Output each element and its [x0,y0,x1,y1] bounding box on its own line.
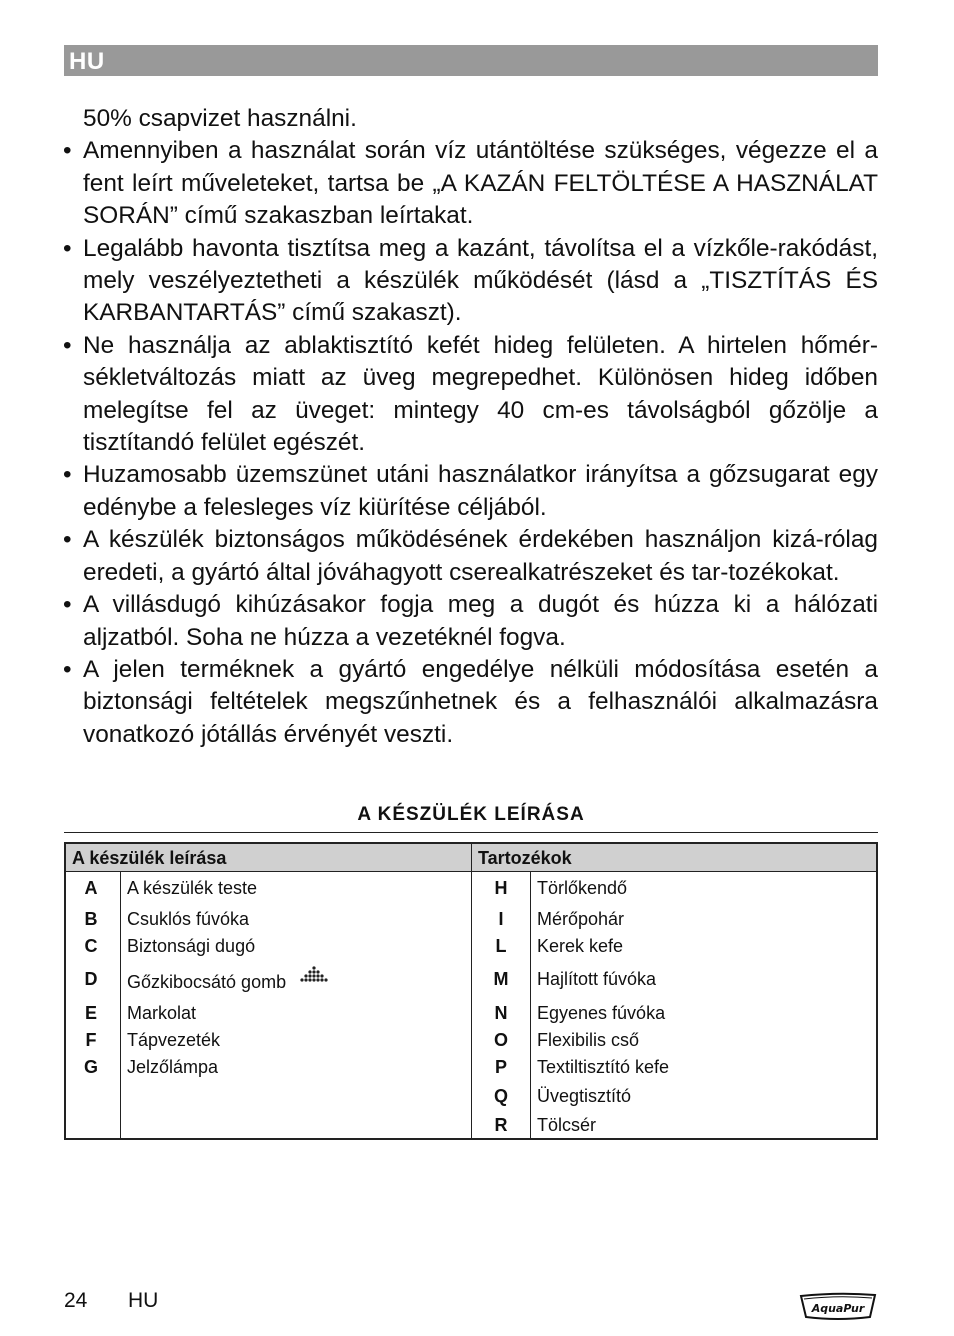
bullet-item: • Ne használja az ablaktisztító kefét hideg felületen. A hirtelen hőmér-sékletváltozás miatt az üveg megrepedhet. Különösen hideg időben melegítse fel az üveget: mintegy 40 cm-es távolságból gőzölje a tisztítandó felület egészét. [63,331,878,457]
column-divider [120,872,121,1138]
bullet-symbol: • [63,461,72,489]
accessory-letter: R [494,1115,508,1135]
body-text [63,103,878,751]
part-letter: G [83,1057,98,1077]
accessory-name: Tölcsér [537,1115,597,1135]
aquapur-logo [798,1290,878,1322]
bullet-symbol: • [63,655,72,683]
table-header-accessories: Tartozékok [472,844,876,872]
bullet-item: • Amennyiben a használat során víz utántöltése szükséges, végezze el a fent leírt műveleteket, tartsa be „A KAZÁN FELTÖLTÉSE A HASZNÁLAT SORÁN” című szakaszban leírtakat. [63,137,878,230]
part-name: Markolat [127,1003,197,1023]
part-name: Gőzkibocsátó gomb [127,972,287,992]
bullet-symbol: • [63,591,72,619]
bullet-symbol: • [63,234,72,262]
bullet-item: • Huzamosabb üzemszünet utáni használatkor irányítsa a gőzsugarat egy edénybe a felesleges víz kiürítése céljából. [63,461,878,521]
column-divider [530,872,531,1138]
bullet-item: • A villásdugó kihúzásakor fogja meg a dugót és húzza ki a hálózati aljzatból. Soha ne húzza a vezetéknél fogva. [63,591,878,651]
part-name: Tápvezeték [127,1030,221,1050]
accessory-letter: L [495,936,507,956]
part-name: Biztonsági dugó [127,936,256,956]
accessory-name: Flexibilis cső [537,1030,640,1050]
part-letter: E [84,1003,97,1023]
bullet-symbol: • [63,526,72,554]
part-name: Jelzőlámpa [127,1057,219,1077]
device-description-table [64,842,878,1140]
accessory-letter: I [498,909,504,929]
footer-language: HU [128,1289,159,1312]
section-title: A KÉSZÜLÉK LEÍRÁSA [357,804,585,825]
language-header-bar: HU [64,45,878,76]
accessory-name: Üvegtisztító [537,1086,632,1106]
intro-continuation: 50% csapvizet használni. [83,105,357,132]
accessory-letter: O [493,1030,508,1050]
accessory-letter: M [493,969,509,989]
column-divider [471,844,472,1138]
part-name: Csuklós fúvóka [127,909,250,929]
part-letter: F [85,1030,97,1050]
accessory-name: Egyenes fúvóka [537,1003,666,1023]
steam-button-icon [299,966,329,984]
accessory-letter: Q [493,1086,508,1106]
part-letter: B [84,909,98,929]
part-name: A készülék teste [127,878,258,898]
bullet-item: • A jelen terméknek a gyártó engedélye nélküli módosítása esetén a biztonsági feltételek megszűnhetnek és a felhasználói alkalmazásra vonatkozó jótállás érvényét veszti. [63,655,878,748]
bullet-item: • A készülék biztonságos működésének érdekében használjon kizá-rólag eredeti, a gyártó által jóváhagyott cserealkatrészeket és tar-tozékokat. [63,526,878,586]
accessory-letter: P [494,1057,507,1077]
part-letter: D [84,969,98,989]
accessory-letter: N [494,1003,508,1023]
accessory-name: Textiltisztító kefe [537,1057,670,1077]
accessory-letter: H [494,878,508,898]
part-name-with-icon [127,966,329,993]
bullet-symbol: • [63,137,72,165]
part-letter: C [84,936,98,956]
accessory-name: Hajlított fúvóka [537,969,657,989]
bullet-item: • Legalább havonta tisztítsa meg a kazánt, távolítsa el a vízkőle-rakódást, mely veszélyeztetheti a készülék működését (lásd a „TISZTÍTÁS ÉS KARBANTARTÁS” című szakaszt). [63,234,878,327]
accessory-name: Törlőkendő [537,878,628,898]
accessory-name: Mérőpohár [537,909,625,929]
bullet-symbol: • [63,331,72,359]
accessory-name: Kerek kefe [537,936,624,956]
section-divider [64,832,878,833]
svg-text:AquaPur: AquaPur [811,1302,865,1315]
bullet-list [63,135,878,751]
table-header-description: A készülék leírása [66,844,472,872]
part-letter: A [84,878,98,898]
page-number: 24 [64,1289,88,1312]
